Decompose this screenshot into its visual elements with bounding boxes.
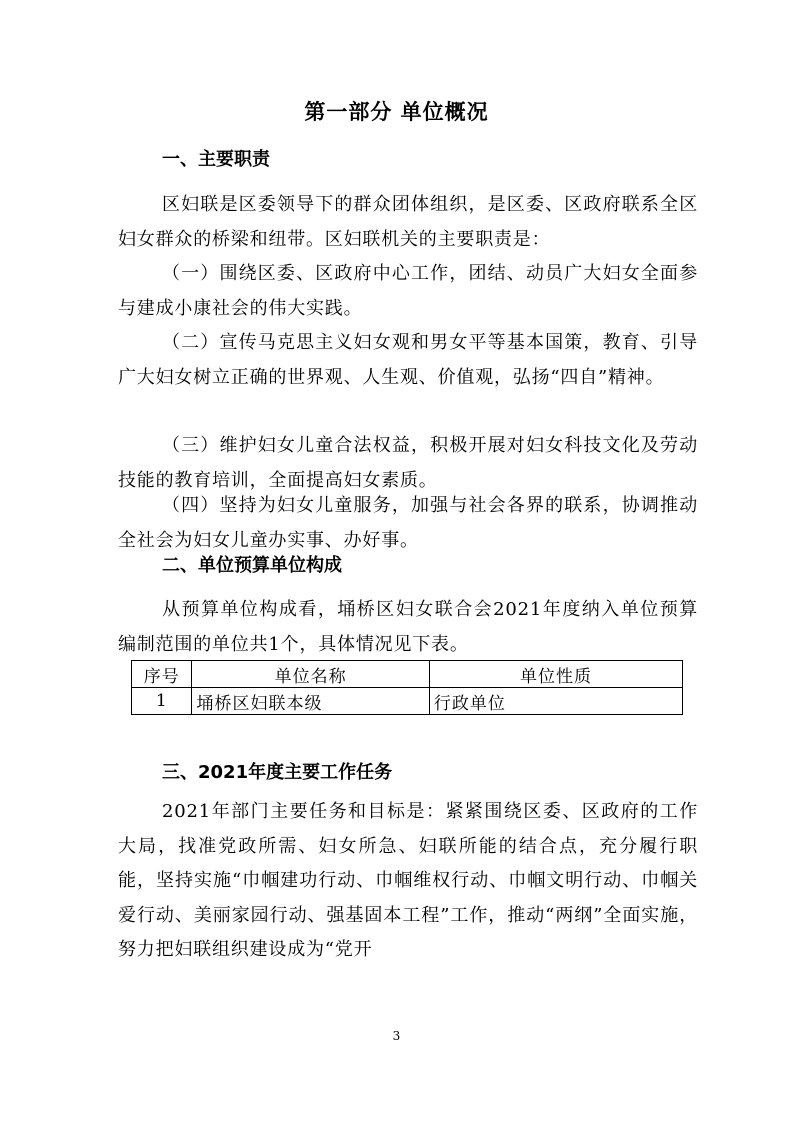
paragraph-duty-1: （一）围绕区委、区政府中心工作，团结、动员广大妇女全面参与建成小康社会的伟大实践。 [118, 263, 698, 319]
paragraph-work-tasks: 2021年部门主要任务和目标是：紧紧围绕区委、区政府的工作大局，找准党政所需、妇女所急、妇联所能的结合点，充分履行职能，坚持实施“巾帼建功行动、巾帼维权行动、巾帼文明行动、巾帼关爱行动、美丽家园行动、强基固本工程”工作，推动“两纲”全面实施，努力把妇联组织建设成为“党开 [118, 801, 698, 961]
table-header-unit-type: 单位性质 [429, 661, 682, 688]
paragraph-duty-2: （二）宣传马克思主义妇女观和男女平等基本国策，教育、引导广大妇女树立正确的世界观、人生观、价值观，弘扬“四自”精神。 [118, 332, 698, 388]
table-header-index: 序号 [132, 661, 192, 688]
table-cell-index: 1 [132, 688, 192, 715]
table-cell-unit-type: 行政单位 [429, 688, 682, 715]
paragraph-budget-units: 从预算单位构成看，埇桥区妇女联合会2021年度纳入单位预算编制范围的单位共1个，具体情况见下表。 [118, 599, 698, 655]
table-row [132, 688, 683, 715]
table-cell-unit-name: 埇桥区妇联本级 [192, 688, 429, 715]
paragraph-duty-3: （三）维护妇女儿童合法权益，积极开展对妇女科技文化及劳动技能的教育培训，全面提高妇女素质。 [118, 435, 698, 491]
section-heading-budget-units: 二、单位预算单位构成 [162, 555, 342, 576]
paragraph-duty-4: （四）坚持为妇女儿童服务，加强与社会各界的联系，协调推动全社会为妇女儿童办实事、办好事。 [118, 495, 698, 551]
table-header-unit-name: 单位名称 [192, 661, 429, 688]
page-title: 第一部分 单位概况 [304, 100, 489, 124]
section-heading-work-tasks: 三、2021年度主要工作任务 [162, 762, 393, 783]
section-heading-main-duties: 一、主要职责 [162, 149, 270, 170]
budget-units-table [131, 660, 683, 715]
table-header-row [132, 661, 683, 688]
paragraph-duties-intro: 区妇联是区委领导下的群众团体组织，是区委、区政府联系全区妇女群众的桥梁和纽带。区妇联机关的主要职责是： [118, 194, 698, 250]
page-number: 3 [392, 1029, 401, 1043]
